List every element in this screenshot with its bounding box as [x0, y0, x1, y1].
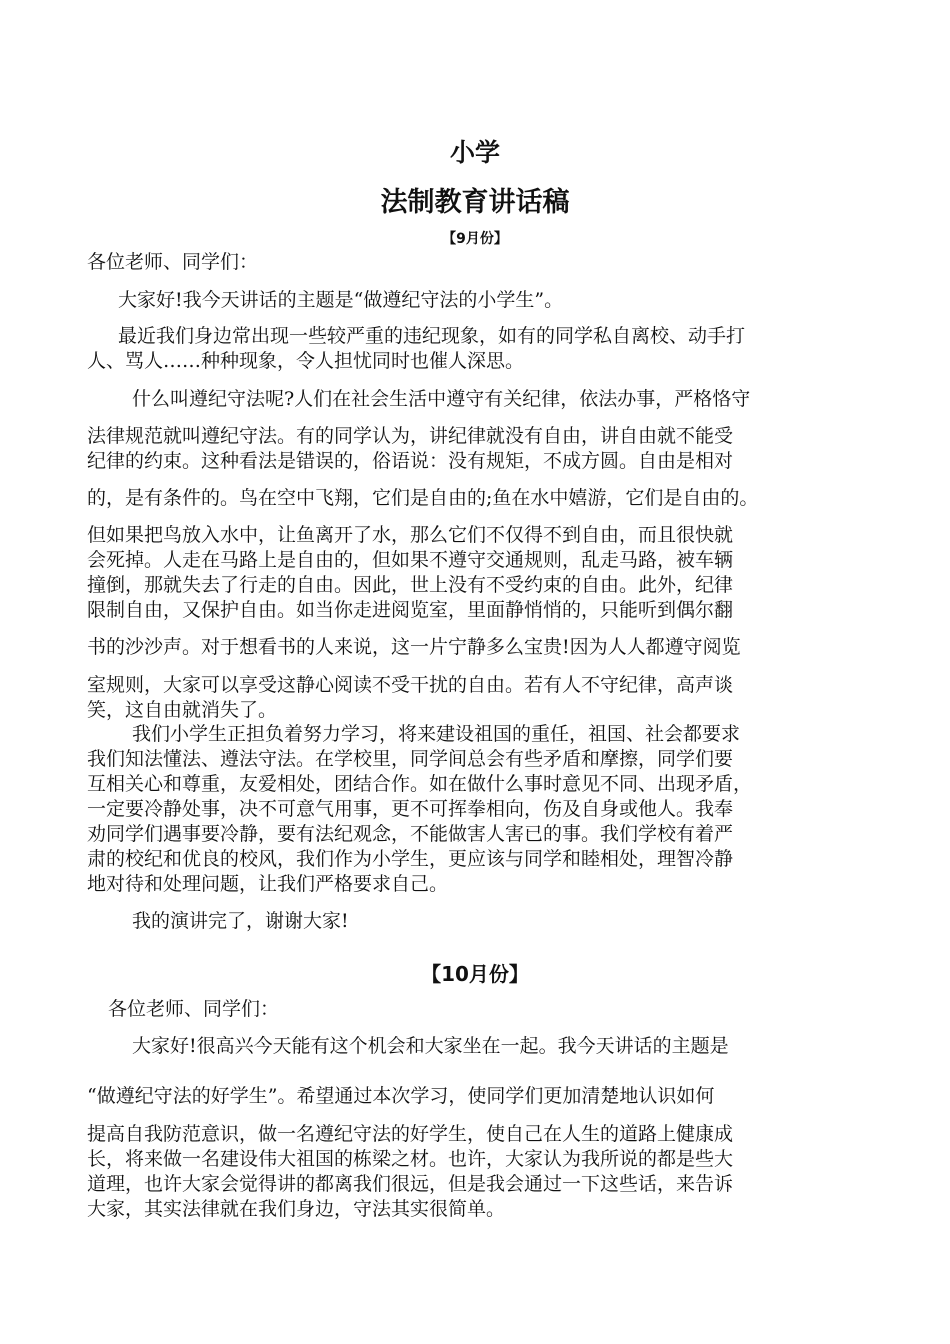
paragraph-line: 书的沙沙声。对于想看书的人来说，这一片宁静多么宝贵!因为人人都遵守阅览	[87, 636, 741, 658]
doc-title-line2: 法制教育讲话稿	[380, 187, 570, 218]
paragraph-line: 大家，其实法律就在我们身边，守法其实很简单。	[87, 1198, 506, 1220]
paragraph-line: 笑，这自由就消失了。	[87, 699, 278, 721]
doc-title-line1: 小学	[449, 138, 500, 167]
paragraph-line: 提高自我防范意识，做一名遵纪守法的好学生，使自己在人生的道路上健康成	[87, 1123, 734, 1145]
paragraph-line: 我们知法懂法、遵法守法。在学校里，同学间总会有些矛盾和摩擦，同学们要	[87, 748, 734, 770]
paragraph-line: 肃的校纪和优良的校风，我们作为小学生，更应该与同学和睦相处，理智冷静	[87, 848, 734, 870]
paragraph-line: 最近我们身边常出现一些较严重的违纪现象，如有的同学私自离校、动手打	[118, 325, 746, 347]
paragraph-line: 劝同学们遇事要冷静，要有法纪观念，不能做害人害已的事。我们学校有着严	[87, 823, 734, 845]
paragraph-line: 各位老师、同学们：	[87, 251, 259, 273]
paragraph-line: “做遵纪守法的好学生”。希望通过本次学习，使同学们更加清楚地认识如何	[87, 1085, 715, 1107]
paragraph-line: 纪律的约束。这种看法是错误的，俗语说：没有规矩，不成方圆。自由是相对	[87, 450, 734, 472]
paragraph-line: 人、骂人……种种现象，令人担忧同时也催人深思。	[87, 350, 525, 372]
paragraph-line: 撞倒，那就失去了行走的自由。因此，世上没有不受约束的自由。此外，纪律	[87, 574, 734, 596]
paragraph-line: 但如果把鸟放入水中，让鱼离开了水，那么它们不仅得不到自由，而且很快就	[87, 524, 734, 546]
paragraph-line: 道理，也许大家会觉得讲的都离我们很远，但是我会通过一下这些话，来告诉	[87, 1173, 734, 1195]
paragraph-line: 什么叫遵纪守法呢?人们在社会生活中遵守有关纪律，依法办事，严格恪守	[132, 388, 751, 410]
paragraph-line: 法律规范就叫遵纪守法。有的同学认为，讲纪律就没有自由，讲自由就不能受	[87, 425, 734, 447]
paragraph-line: 地对待和处理问题，让我们严格要求自己。	[87, 873, 449, 895]
paragraph-line: 会死掉。人走在马路上是自由的，但如果不遵守交通规则，乱走马路，被车辆	[87, 549, 734, 571]
section-heading-september: 【9月份】	[442, 231, 508, 247]
paragraph-line: 长，将来做一名建设伟大祖国的栋梁之材。也许，大家认为我所说的都是些大	[87, 1148, 734, 1170]
section-heading-october: 【10月份】	[421, 962, 529, 986]
paragraph-line: 室规则，大家可以享受这静心阅读不受干扰的自由。若有人不守纪律，高声谈	[87, 674, 734, 696]
paragraph-line: 限制自由，又保护自由。如当你走进阅览室，里面静悄悄的，只能听到偶尔翻	[87, 599, 734, 621]
paragraph-line: 一定要冷静处事，决不可意气用事，更不可挥拳相向，伤及自身或他人。我奉	[87, 798, 734, 820]
paragraph-line: 互相关心和尊重，友爱相处，团结合作。如在做什么事时意见不同、出现矛盾，	[87, 773, 753, 795]
paragraph-line: 各位老师、同学们：	[108, 998, 280, 1020]
paragraph-line: 大家好!很高兴今天能有这个机会和大家坐在一起。我今天讲话的主题是	[132, 1035, 729, 1057]
paragraph-line: 的，是有条件的。鸟在空中飞翔，它们是自由的;鱼在水中嬉游，它们是自由的。	[87, 487, 759, 509]
paragraph-line: 我们小学生正担负着努力学习，将来建设祖国的重任，祖国、社会都要求	[132, 723, 741, 745]
paragraph-line: 大家好!我今天讲话的主题是“做遵纪守法的小学生”。	[118, 289, 564, 311]
paragraph-line: 我的演讲完了，谢谢大家!	[132, 910, 349, 932]
